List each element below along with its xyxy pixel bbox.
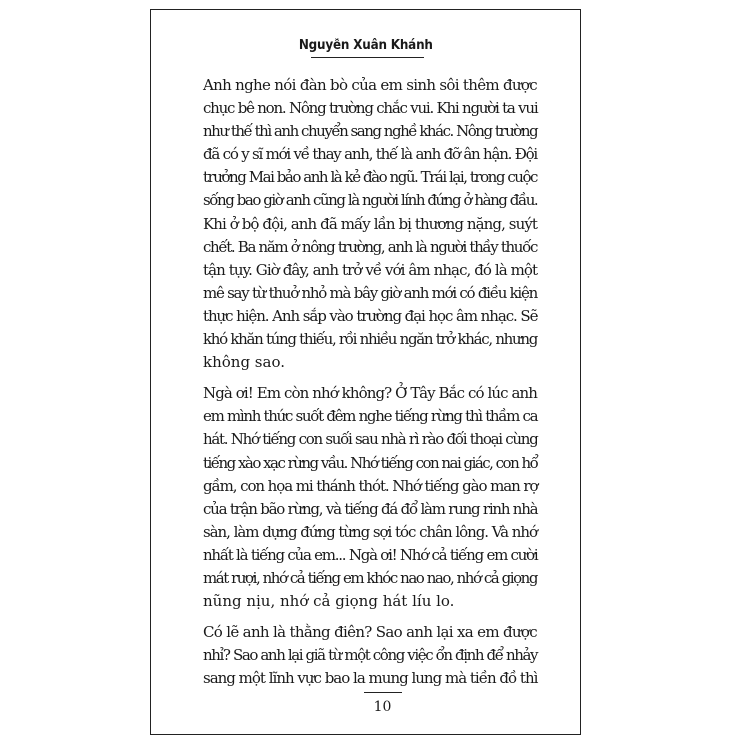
page-number: 10 xyxy=(373,699,392,715)
text-line: thực hiện. Anh sắp vào trường đại học âm nhạc. Sẽ xyxy=(203,306,538,325)
running-header xyxy=(151,36,580,55)
text-line: tận tụy. Giờ đây, anh trở về với âm nhạc, đó là một xyxy=(203,260,538,279)
text-line: mê say từ thuở nhỏ mà bây giờ anh mới có điều kiện xyxy=(203,283,537,302)
text-line: sang một lĩnh vực bao la mung lung mà tiền đồ thì xyxy=(203,669,538,688)
text-line: nhỉ? Sao anh lại giã từ một công việc ổn định để nhảy xyxy=(203,646,538,665)
text-line: Có lẽ anh là thằng điên? Sao anh lại xa em được xyxy=(203,623,537,642)
text-line: Khi ở bộ đội, anh đã mấy lần bị thương nặng, suýt xyxy=(203,214,537,233)
text-line: không sao. xyxy=(203,353,285,372)
text-line: gầm, con họa mi thánh thót. Nhớ tiếng gào man rợ xyxy=(203,476,538,495)
text-line: như thế thì anh chuyển sang nghề khác. Nông trường xyxy=(203,122,538,141)
paragraph xyxy=(203,74,537,374)
text-line: tiếng xào xạc rừng vầu. Nhớ tiếng con nai giác, con hổ xyxy=(203,453,538,472)
text-line: nũng nịu, nhớ cả giọng hát líu lo. xyxy=(203,592,455,611)
text-line: sàn, làm dựng đứng từng sợi tóc chân lông. Và nhớ xyxy=(203,522,537,541)
book-page xyxy=(150,9,581,735)
text-line: trưởng Mai bảo anh là kẻ đào ngũ. Trái lại, trong cuộc xyxy=(203,168,537,187)
text-line: hát. Nhớ tiếng con suối sau nhà rì rào đối thoại cùng xyxy=(203,430,538,449)
text-line: Ngà ơi! Em còn nhớ không? Ở Tây Bắc có lúc anh xyxy=(203,384,537,403)
footer-rule xyxy=(364,692,402,693)
text-line: đã có y sĩ mới về thay anh, thế là anh đỡ ân hận. Đội xyxy=(203,145,537,164)
text-line: Anh nghe nói đàn bò của em sinh sôi thêm được xyxy=(203,76,537,94)
paragraph xyxy=(203,621,537,690)
text-line: của trận bão rừng, và tiếng đá đổ làm rung rinh nhà xyxy=(203,499,538,518)
paragraph xyxy=(203,382,537,613)
header-rule xyxy=(311,57,424,58)
text-line: nhất là tiếng của em... Ngà ơi! Nhớ cả tiếng em cười xyxy=(203,545,538,564)
text-line: khó khăn túng thiếu, rồi nhiều ngăn trở khác, nhưng xyxy=(203,330,537,349)
text-line: chết. Ba năm ở nông trường, anh là người thầy thuốc xyxy=(203,237,537,256)
body-text xyxy=(203,74,537,698)
text-line: mát rượi, nhớ cả tiếng em khóc nao nao, nhớ cả giọng xyxy=(203,568,537,587)
author-name: Nguyễn Xuân Khánh xyxy=(298,38,433,53)
text-line: em mình thức suốt đêm nghe tiếng rừng thì thầm ca xyxy=(203,407,538,426)
text-line: chục bê non. Nông trường chắc vui. Khi người ta vui xyxy=(203,99,538,118)
text-line: sống bao giờ anh cũng là người lính đứng ở hàng đầu. xyxy=(203,191,538,210)
